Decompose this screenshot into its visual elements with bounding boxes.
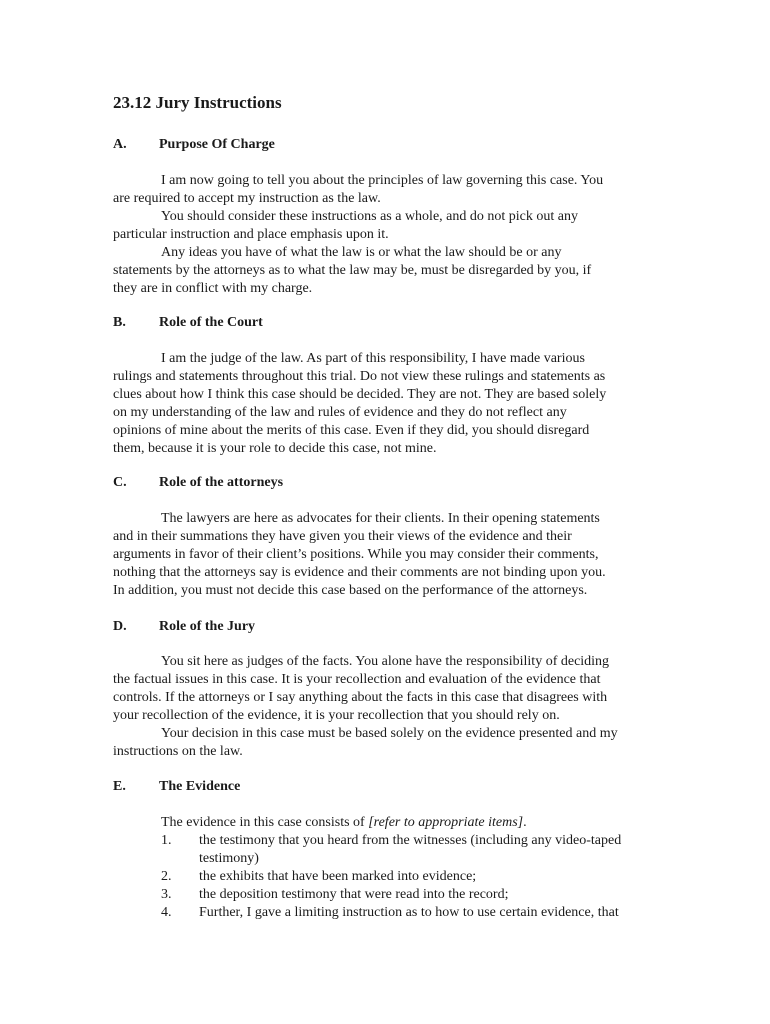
paragraph-line: instructions on the law. xyxy=(113,744,243,759)
list-item-text: the exhibits that have been marked into evidence; xyxy=(199,869,477,884)
list-item-number: 4. xyxy=(161,905,172,920)
document-title: 23.12 Jury Instructions xyxy=(113,93,282,112)
section-title: Role of the Jury xyxy=(159,619,256,634)
paragraph-line: You should consider these instructions as a whole, and do not pick out any xyxy=(161,209,578,224)
paragraph-line: I am now going to tell you about the principles of law governing this case. You xyxy=(161,173,604,188)
paragraph-line: the factual issues in this case. It is your recollection and evaluation of the evidence that xyxy=(113,672,601,687)
paragraph-line: nothing that the attorneys say is evidence and their comments are not binding upon you. xyxy=(113,565,606,580)
list-item-text: Further, I gave a limiting instruction as to how to use certain evidence, that xyxy=(199,905,619,920)
evidence-intro xyxy=(161,814,527,832)
section-e-heading xyxy=(113,778,240,796)
section-title: The Evidence xyxy=(159,779,241,794)
paragraph-line: opinions of mine about the merits of this case. Even if they did, you should disregard xyxy=(113,423,590,438)
paragraph-line: them, because it is your role to decide this case, not mine. xyxy=(113,441,437,456)
section-b-heading xyxy=(113,314,263,332)
paragraph-line: and in their summations they have given you their views of the evidence and their xyxy=(113,529,572,544)
paragraph-line: Your decision in this case must be based solely on the evidence presented and my xyxy=(161,726,618,741)
paragraph-line: In addition, you must not decide this case based on the performance of the attorneys. xyxy=(113,583,588,598)
section-a-heading xyxy=(113,136,275,154)
list-item-text: the testimony that you heard from the witnesses (including any video-taped xyxy=(199,833,622,848)
paragraph-line: statements by the attorneys as to what the law may be, must be disregarded by you, if xyxy=(113,263,592,278)
section-title: Purpose Of Charge xyxy=(159,137,275,152)
paragraph-line: your recollection of the evidence, it is your recollection that you should rely on. xyxy=(113,708,560,723)
section-title: Role of the attorneys xyxy=(159,475,284,490)
list-item-text: testimony) xyxy=(199,851,259,866)
evidence-intro-placeholder: [refer to appropriate items] xyxy=(368,815,524,830)
evidence-intro-end: . xyxy=(523,815,527,830)
list-item-number: 1. xyxy=(161,833,172,848)
list-item-number: 3. xyxy=(161,887,172,902)
paragraph-line: Any ideas you have of what the law is or what the law should be or any xyxy=(161,245,562,260)
paragraph-line: arguments in favor of their client’s positions. While you may consider their comments, xyxy=(113,547,599,562)
paragraph-line: rulings and statements throughout this trial. Do not view these rulings and statements as xyxy=(113,369,606,384)
paragraph-line: particular instruction and place emphasis upon it. xyxy=(113,227,389,242)
section-title: Role of the Court xyxy=(159,315,263,330)
paragraph-line: are required to accept my instruction as the law. xyxy=(113,191,381,206)
paragraph-line: You sit here as judges of the facts. You alone have the responsibility of deciding xyxy=(161,654,610,669)
section-letter: C. xyxy=(113,475,127,490)
paragraph-line: The lawyers are here as advocates for their clients. In their opening statements xyxy=(161,511,600,526)
paragraph-line: I am the judge of the law. As part of this responsibility, I have made various xyxy=(161,351,585,366)
list-item-text: the deposition testimony that were read into the record; xyxy=(199,887,509,902)
list-item-number: 2. xyxy=(161,869,172,884)
paragraph-line: on my understanding of the law and rules of evidence and they do not reflect any xyxy=(113,405,567,420)
section-letter: D. xyxy=(113,619,127,634)
paragraph-line: controls. If the attorneys or I say anything about the facts in this case that disagrees with xyxy=(113,690,608,705)
section-letter: B. xyxy=(113,315,126,330)
section-letter: A. xyxy=(113,137,127,152)
section-d-heading xyxy=(113,618,255,636)
evidence-intro-text: The evidence in this case consists of xyxy=(161,815,369,830)
section-c-heading xyxy=(113,474,283,492)
paragraph-line: clues about how I think this case should be decided. They are not. They are based solely xyxy=(113,387,607,402)
paragraph-line: they are in conflict with my charge. xyxy=(113,281,313,296)
section-letter: E. xyxy=(113,779,126,794)
